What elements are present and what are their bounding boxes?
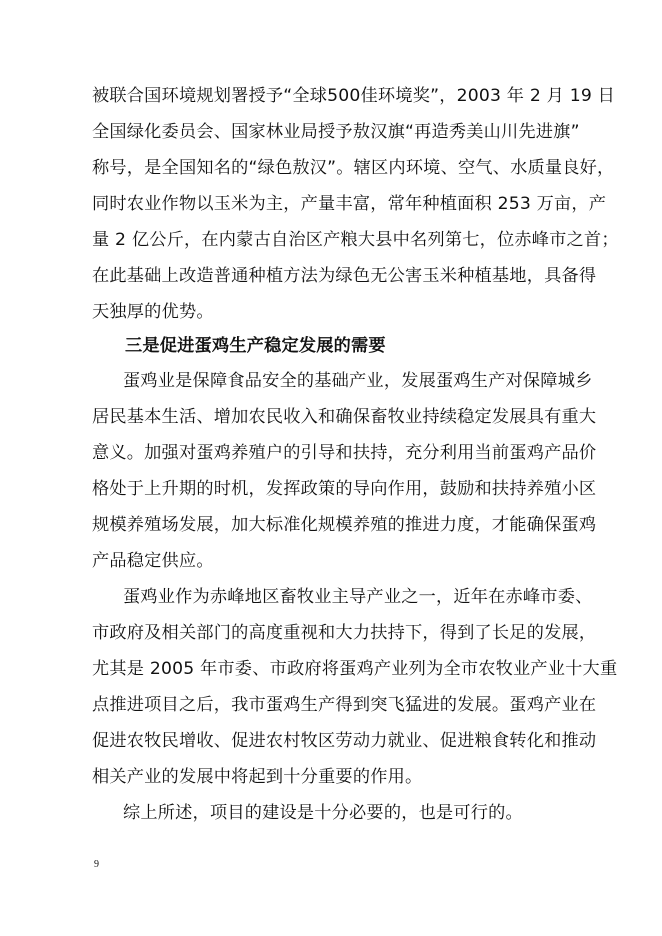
paragraph-line: 在此基础上改造普通种植方法为绿色无公害玉米种植基地，具备得 [92,266,597,286]
paragraph-line: 蛋鸡业是保障食品安全的基础产业，发展蛋鸡生产对保障城乡 [123,371,593,391]
paragraph-line: 蛋鸡业作为赤峰地区畜牧业主导产业之一，近年在赤峰市委、 [123,587,593,607]
paragraph-line: 产品稳定供应。 [92,551,214,571]
page-number: 9 [94,859,99,870]
paragraph-line: 称号，是全国知名的“绿色敖汉”。辖区内环境、空气、水质量良好， [92,158,615,178]
paragraph-line: 全国绿化委员会、国家林业局授予敖汉旗“再造秀美山川先进旗” [92,122,580,142]
paragraph-line: 天独厚的优势。 [92,302,214,322]
paragraph-line: 市政府及相关部门的高度重视和大力扶持下，得到了长足的发展， [92,623,597,643]
paragraph-line: 被联合国环境规划署授予“全球500佳环境奖”，2003 年 2 月 19 日 [92,86,616,106]
paragraph-line: 居民基本生活、增加农民收入和确保畜牧业持续稳定发展具有重大 [92,407,597,427]
paragraph-line: 意义。加强对蛋鸡养殖户的引导和扶持，充分利用当前蛋鸡产品价 [92,443,597,463]
paragraph-line: 同时农业作物以玉米为主，产量丰富，常年种植面积 253 万亩，产 [92,194,607,214]
paragraph-line: 点推进项目之后，我市蛋鸡生产得到突飞猛进的发展。蛋鸡产业在 [92,695,597,715]
conclusion-line: 综上所述，项目的建设是十分必要的，也是可行的。 [123,803,523,823]
paragraph-line: 尤其是 2005 年市委、市政府将蛋鸡产业列为全市农牧业产业十大重 [92,659,618,679]
paragraph-line: 相关产业的发展中将起到十分重要的作用。 [92,767,423,787]
paragraph-line: 量 2 亿公斤，在内蒙古自治区产粮大县中名列第七，位赤峰市之首； [92,230,619,250]
paragraph-line: 规模养殖场发展，加大标准化规模养殖的推进力度，才能确保蛋鸡 [92,515,597,535]
section-heading: 三是促进蛋鸡生产稳定发展的需要 [125,336,386,356]
paragraph-line: 格处于上升期的时机，发挥政策的导向作用，鼓励和扶持养殖小区 [92,479,597,499]
paragraph-line: 促进农牧民增收、促进农村牧区劳动力就业、促进粮食转化和推动 [92,731,597,751]
